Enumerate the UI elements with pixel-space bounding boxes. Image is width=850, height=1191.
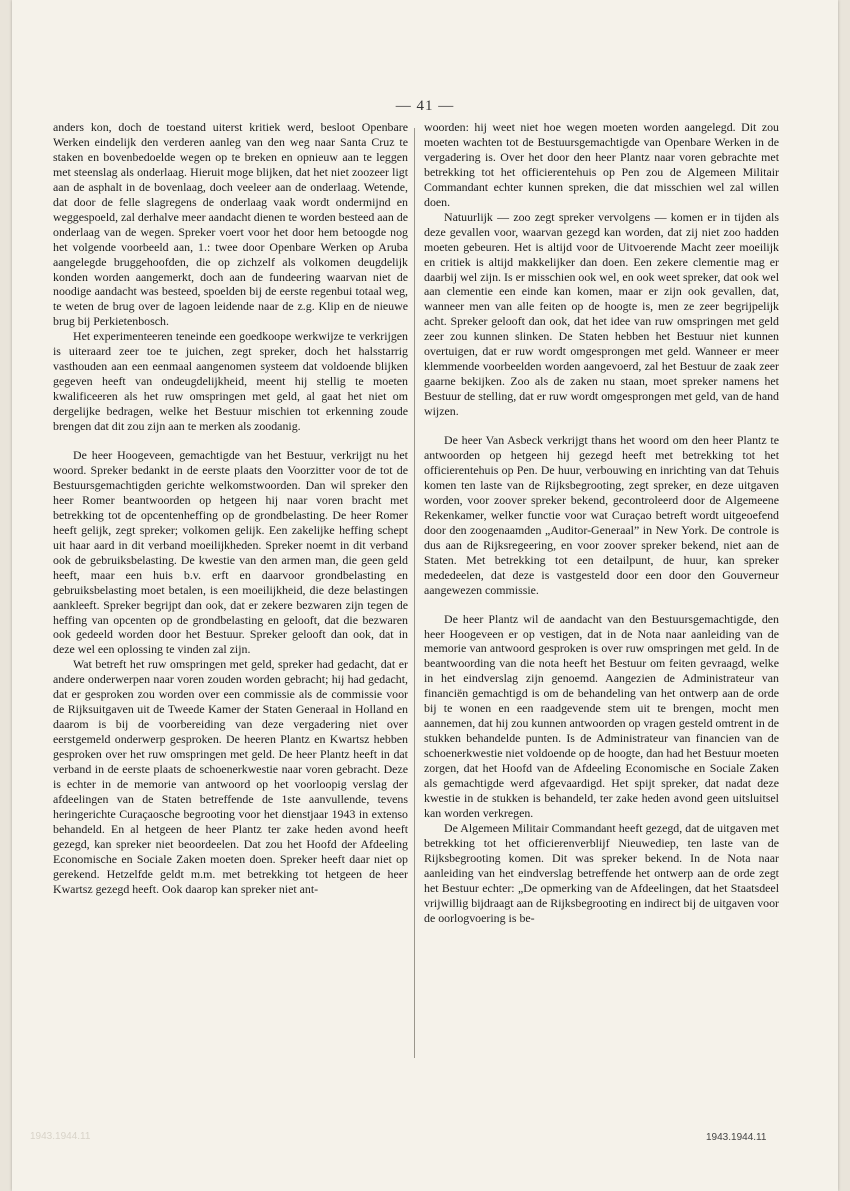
right-paragraph-1: woorden: hij weet niet hoe wegen moeten worden aangelegd. Dit zou moeten wachten tot de Bestuursgemachtigde van Openbare Werken in de vergadering is. Over het door den heer Plantz naar voren gebrachte met betrekking tot het officierentehuis op Pen zou de Algemeen Militair Commandant echter kunnen spreken, die dat misschien wel zal willen doen. <box>424 120 779 209</box>
archive-stamp: 1943.1944.11 <box>706 1132 767 1143</box>
right-paragraph-5: De Algemeen Militair Commandant heeft gezegd, dat de uitgaven met betrekking tot het officierenverblijf Nieuwediep, ten laste van de Rijksbegrooting komen. Dit was spreker bekend. In de Nota naar aanleiding van het eindverslag betreffende het ontwerp aan de orde zegt het Bestuur echter: „De opmerking van de Afdeelingen, dat het Staatsdeel vrijwillig bijdraagt aan de Rijksbegrooting en indirect bij de uitgaven voor de oorlogvoering is be- <box>424 820 779 925</box>
page-number: — 41 — <box>395 98 455 114</box>
right-paragraph-2: Natuurlijk — zoo zegt spreker vervolgens — komen er in tijden als deze gevallen voor, waarvan gezegd kan worden, dat zij niet zoo hadden moeten gebeuren. Het is altijd voor de Uitvoerende Macht zeer moeilijk en critiek is altijd makkelijker dan doen. Een zekere clementie mag er daarbij wel zijn. Is er misschien ook wel, en ook weet spreker, dat ook wel aan clementie een einde kan komen, maar er zijn ook gevallen, dat, wanneer men van alle feiten op de hoogte is, men ze zeer begrijpelijk acht. Spreker gelooft dan ook, dat het idee van ruw omspringen met geld zeer zou kunnen slinken. De Staten hebben het Bestuur niet kunnen overtuigen, dat er ruw wordt omgesprongen met geld. Wanneer er meer klemmende voorbeelden worden aangevoerd, zal het Bestuur de zaak zeer gaarne bekijken. Zoo als de zaken nu staan, moet spreker namens het Bestuur de stelling, dat er ruw wordt omgesprongen met geld, van de hand wijzen. <box>424 209 779 419</box>
left-paragraph-3: De heer Hoogeveen, gemachtigde van het Bestuur, verkrijgt nu het woord. Spreker bedankt in de eerste plaats den Voorzitter voor de tot de Bestuursgemachtigden gerichte welkomstwoorden. Dan wil spreker den heer Romer beantwoorden op hetgeen hij naar voren bracht met betrekking tot de opcentenheffing op de grondbelasting. De heer Romer heeft gelijk, zegt spreker; volkomen gelijk. Een zakelijke heffing schept uit haar aard in dit verband moeilijkheden. Spreker noemt in dit verband ook de gebruiksbelasting. De kwestie van den armen man, die geen geld heeft, maar een huis b.v. erft en daarvoor grondbelasting en gebruiksbelasting moet betalen, is een moeilijkheid, die deze belastingen aankleeft. Spreker begrijpt dan ook, dat er zekere bezwaren zijn tegen de heffing van opcenten op de grondbelasting en gelooft, dat die bezwaren ook gedeeld worden door het Bestuur. Spreker gelooft dan ook, dat in deze wel een oplossing te vinden zal zijn. <box>53 448 408 657</box>
right-column <box>424 120 779 926</box>
left-paragraph-4: Wat betreft het ruw omspringen met geld, spreker had gedacht, dat er andere onderwerpen naar voren zouden worden gebracht; hij had gedacht, dat er gesproken zou worden over een commissie als de commissie voor de Rijksuitgaven uit de Tweede Kamer der Staten Generaal in Holland en daarom is bij de voorbereiding van deze vergadering niet over eerstgemeld onderwerp gesproken. De heeren Plantz en Kwartsz hebben gesproken over het ruw omspringen met geld. De heer Plantz heeft in dat verband in de eerste plaats de schoenerkwestie naar voren gebracht. Deze is echter in de memorie van antwoord op het voorloopig verslag der afdeelingen van de Staten betreffende de 1ste aanvullende, tevens heringerichte Curaçaosche begrooting voor het dienstjaar 1943 in extenso behandeld. En al hetgeen de heer Plantz ter zake heden avond heeft gezegd, kan spreker niet beoordeelen. Dat zou het Hoofd der Afdeeling Economische en Sociale Zaken moeten doen. Spreker heeft daar niet op gerekend. Hetzelfde geldt m.m. met betrekking tot hetgeen de heer Kwartsz gezegd heeft. Ook daarop kan spreker niet ant- <box>53 657 408 896</box>
left-paragraph-2: Het experimenteeren teneinde een goedkoope werkwijze te verkrijgen is uiteraard zeer toe te juichen, zegt spreker, doch het halsstarrig vasthouden aan een eenmaal aangenomen systeem dat voldoende blijken gegeven heeft van ondeugdelijkheid, meent hij stellig te moeten kwalificeeren als het ruw omspringen met geld, al gaat het niet om dergelijke bedragen, welke het Bestuur mischien tot erkenning zoude brengen dat dit zou zijn aan te merken als zoodanig. <box>53 329 408 434</box>
faint-archive-stamp: 1943.1944.11 <box>30 1131 91 1142</box>
right-paragraph-4: De heer Plantz wil de aandacht van den Bestuursgemachtigde, den heer Hoogeveen er op vestigen, dat in de Nota naar aanleiding van de memorie van antwoord gesproken is over ruw omspringen met geld. In de beantwoording van die nota heeft het Bestuur om feiten gevraagd, welke in het eindverslag zijn genoemd. Aangezien de Administrateur van financiën gemachtigd is om de behandeling van het ontwerp aan de orde bij te wonen en een raadgevende stem uit te brengen, mocht men aannemen, dat hij zou kunnen antwoorden op vragen gesteld omtrent in de stukken behandelde punten. Is de Administrateur van financien van de schoenerkwestie niet voldoende op de hoogte, dan had het Bestuur moeten zorgen, dat het Hoofd van de Afdeeling Economische en Sociale Zaken als gemachtigde werd afgevaardigd. Het spijt spreker, dat nadat deze kwestie in de stukken is behandeld, ter zake heden avond geen uitsluitsel kan worden verkregen. <box>424 611 779 820</box>
right-paragraph-3: De heer Van Asbeck verkrijgt thans het woord om den heer Plantz te antwoorden op hetgeen hij gezegd heeft met betrekking tot het officierentehuis op Pen. De huur, verbouwing en inrichting van dat Tehuis komen ten laste van de Rijksbegrooting, zegt spreker, en deze uitgaven worden, voor zoover spreker bekend, gecontroleerd door de Algemeene Rekenkamer, welker functie voor wat Curaçao betreft wordt uitgeoefend door den zoogenaamden „Auditor-Generaal” in New York. De controle is dus aan de Rijksregeering, en voor zoover spreker bekend, niet aan de Staten. Met betrekking tot een detailpunt, de huur, kan spreker mededeelen, dat deze is vastgesteld door een door den Gouverneur aangewezen commissie. <box>424 433 779 597</box>
column-divider <box>414 128 415 1058</box>
left-column <box>53 120 408 897</box>
left-paragraph-1: anders kon, doch de toestand uiterst kritiek werd, besloot Openbare Werken eindelijk den verderen aanleg van den weg naar Santa Cruz te staken en bovenbedoelde wegen op te breken en opnieuw aan te leggen met steenslag als onderlaag. Hieruit moge blijken, dat het niet zoozeer ligt aan de asphalt in de bovenlaag, doch veeleer aan de onderlaag. Wetende, dat door de felle slagregens de onderlaag vaak wordt ondermijnd en weggespoeld, zal derhalve meer aandacht dienen te worden besteed aan de onderlaag van de wegen. Spreker voert voor het door hem betoogde nog het volgende voorbeeld aan, 1.: twee door Openbare Werken op Aruba aangelegde bruggehoofden, die op zichzelf als volkomen deugdelijk konden worden aangemerkt, doch aan de fundeering waarvan niet de noodige aandacht was besteed, spoelden bij de eerste regenbui totaal weg, te weten de brug over de lagoen leidende naar de z.g. Klip en de nieuwe brug bij Perkietenbosch. <box>53 120 408 329</box>
